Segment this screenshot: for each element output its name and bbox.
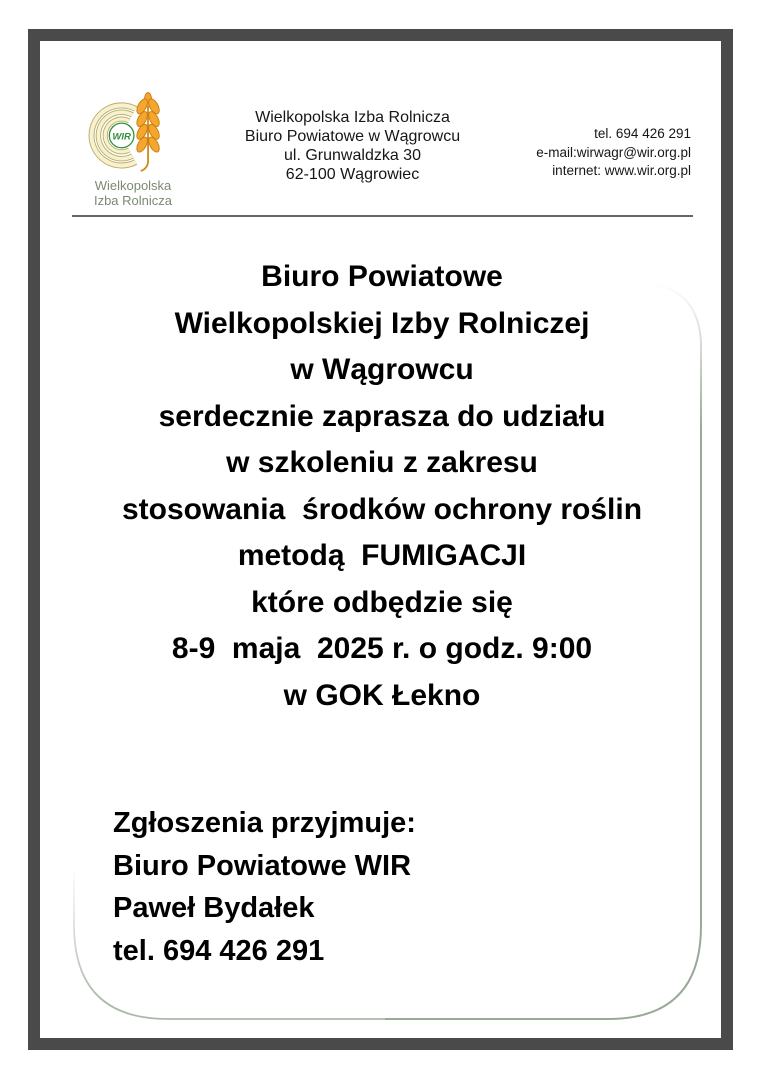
header-email: e-mail:wirwagr@wir.org.pl <box>536 144 691 160</box>
invitation-line: stosowania środków ochrony roślin <box>121 492 643 526</box>
registration-heading: Zgłoszenia przyjmuje: <box>113 807 416 839</box>
invitation-line: Wielkopolskiej Izby Rolniczej <box>174 306 590 340</box>
wir-wheat-logo-icon <box>87 90 169 180</box>
invitation-line: które odbędzie się <box>251 585 513 619</box>
header-divider-line <box>72 215 693 217</box>
header-address-line: Wielkopolska Izba Rolnicza <box>255 109 450 126</box>
header-contact-block <box>451 125 691 181</box>
wir-monogram: WIR <box>112 131 131 143</box>
header-address-line: Biuro Powiatowe w Wągrowcu <box>244 128 461 145</box>
header-website: internet: www.wir.org.pl <box>552 163 691 178</box>
invitation-line: serdecznie zaprasza do udziału <box>158 399 606 433</box>
registration-office: Biuro Powiatowe WIR <box>113 849 412 882</box>
header-address-line: ul. Grunwaldzka 30 <box>284 147 421 164</box>
invitation-line: metodą FUMIGACJI <box>237 539 527 572</box>
invitation-line: w Wągrowcu <box>290 353 474 386</box>
invitation-line: Biuro Powiatowe <box>261 260 503 293</box>
invitation-line-venue: w GOK Łekno <box>283 678 481 712</box>
registration-contact-block <box>113 802 633 972</box>
registration-phone: tel. 694 426 291 <box>113 934 325 967</box>
logo-caption-line1: Wielkopolska <box>94 178 172 193</box>
invitation-line: w szkoleniu z zakresu <box>226 446 538 479</box>
wheat-ear <box>135 93 162 171</box>
header-phone: tel. 694 426 291 <box>594 126 691 141</box>
logo-caption-line2: Izba Rolnicza <box>93 192 173 208</box>
invitation-text-block <box>42 254 722 719</box>
header-address-line: 62-100 Wągrowiec <box>285 166 420 183</box>
invitation-line-date: 8-9 maja 2025 r. o godz. 9:00 <box>171 632 593 665</box>
registration-person: Paweł Bydałek <box>113 892 315 924</box>
logo-caption <box>58 179 208 208</box>
